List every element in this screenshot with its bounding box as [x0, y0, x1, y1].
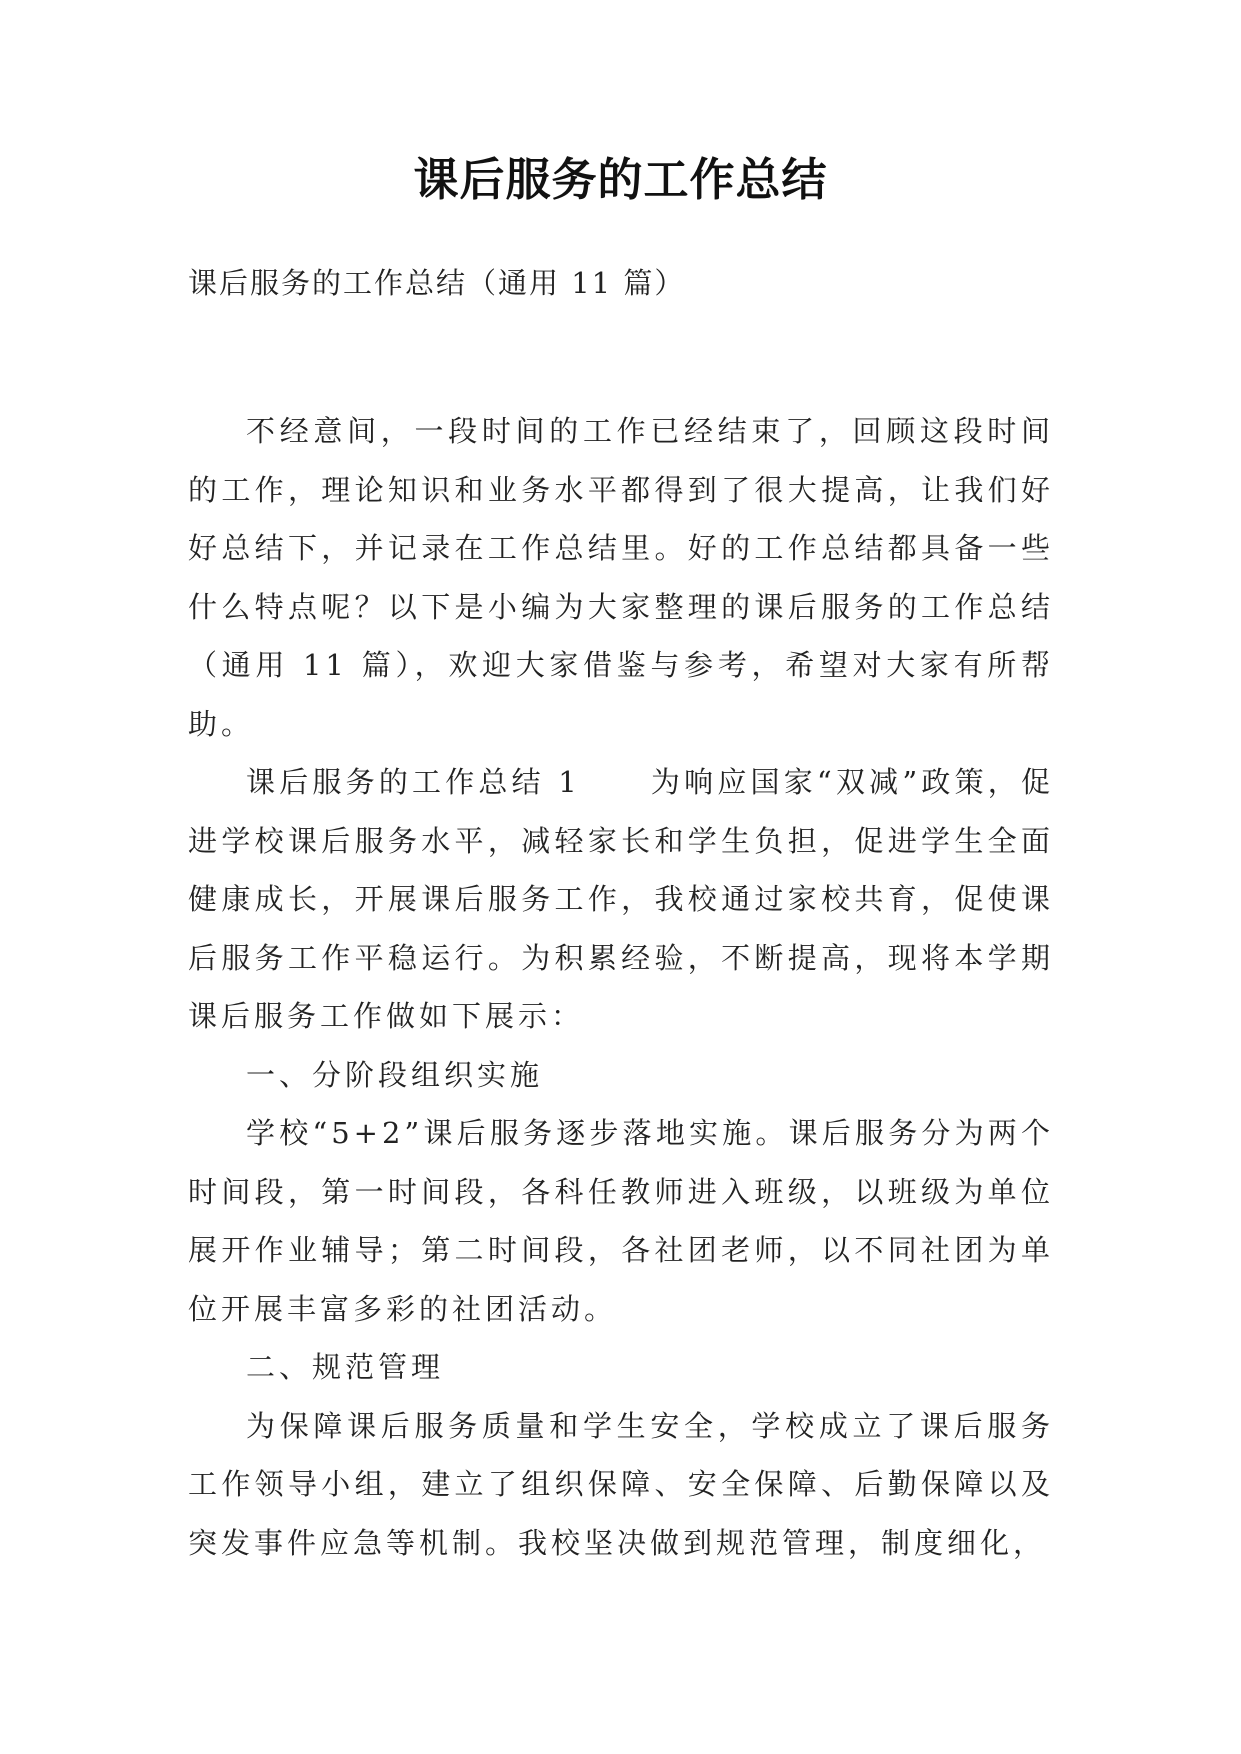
stage-implementation-paragraph: 学校“5+2”课后服务逐步落地实施。课后服务分为两个时间段，第一时间段，各科任教师进入班级，以班级为单位展开作业辅导；第二时间段，各社团老师，以不同社团为单位开展丰富多彩的社团活动。 [188, 1116, 1054, 1326]
standard-management-paragraph: 为保障课后服务质量和学生安全，学校成立了课后服务工作领导小组，建立了组织保障、安全保障、后勤保障以及突发事件应急等机制。我校坚决做到规范管理，制度细化， [188, 1408, 1054, 1560]
document-subtitle: 课后服务的工作总结（通用 11 篇） [188, 266, 686, 300]
section-1-lead: 为响应国家“双减”政策，促进学校课后服务水平，减轻家长和学生负担，促进学生全面健康成长，开展课后服务工作，我校通过家校共育，促使课后服务工作平稳运行。为积累经验，不断提高，现将本学期课后服务工作做如下展示： [188, 765, 1054, 1033]
document-title: 课后服务的工作总结 [413, 153, 828, 206]
section-1-paragraph [188, 753, 1054, 1046]
section-1-label: 课后服务的工作总结 1 [246, 765, 581, 799]
document-body [188, 402, 1054, 1572]
heading-standard-management: 二、规范管理 [246, 1350, 445, 1384]
heading-stage-implementation: 一、分阶段组织实施 [246, 1057, 544, 1092]
intro-paragraph: 不经意间，一段时间的工作已经结束了，回顾这段时间的工作，理论知识和业务水平都得到了很大提高，让我们好好总结下，并记录在工作总结里。好的工作总结都具备一些什么特点呢？以下是小编为大家整理的课后服务的工作总结（通用 11 篇），欢迎大家借鉴与参考，希望对大家有所帮助。 [188, 414, 1054, 741]
